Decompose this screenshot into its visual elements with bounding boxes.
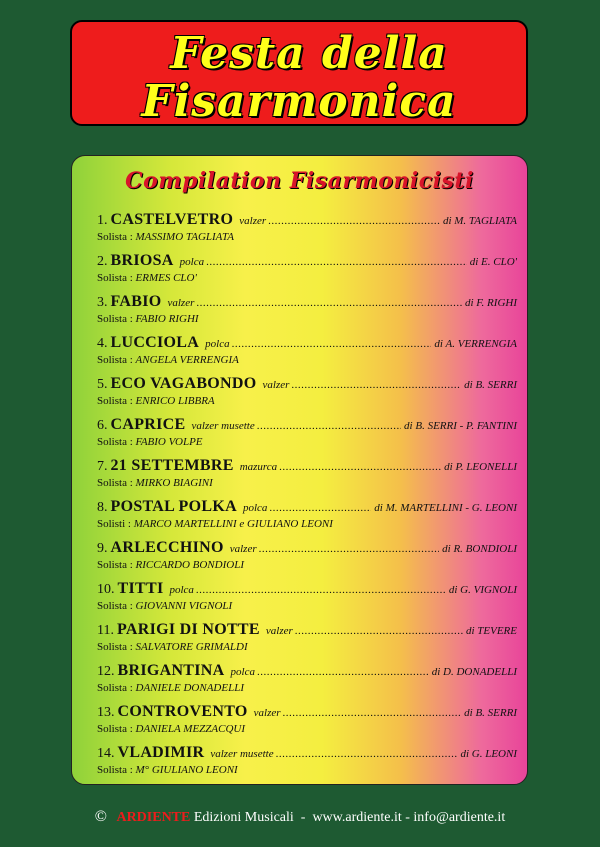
leader-dots xyxy=(291,379,461,391)
track-name: LUCCIOLA xyxy=(110,334,200,351)
track-author: di B. SERRI xyxy=(464,379,517,391)
soloist-name: ENRICO LIBBRA xyxy=(135,395,215,407)
track-title-line xyxy=(97,580,517,600)
track-genre: valzer xyxy=(253,707,281,719)
track-name: CONTROVENTO xyxy=(117,703,248,720)
leader-dots xyxy=(196,584,446,596)
soloist-label: Solista : xyxy=(97,559,133,571)
track-name: CASTELVETRO xyxy=(110,211,234,228)
track-title-line xyxy=(97,211,517,231)
track-soloist xyxy=(97,600,517,612)
track-soloist xyxy=(97,559,517,571)
track-item xyxy=(97,662,517,703)
track-genre: polca xyxy=(179,256,205,268)
leader-dots xyxy=(279,461,441,473)
track-item xyxy=(97,703,517,744)
leader-dots xyxy=(269,502,371,514)
brand-name: ARDIENTE xyxy=(116,810,191,825)
track-number: 3. xyxy=(97,295,108,310)
track-item xyxy=(97,293,517,334)
soloist-label: Solista : xyxy=(97,313,133,325)
soloist-name: GIOVANNI VIGNOLI xyxy=(135,600,233,612)
leader-dots xyxy=(257,420,401,432)
soloist-name: DANIELE DONADELLI xyxy=(135,682,244,694)
track-soloist xyxy=(97,395,517,407)
track-genre: valzer xyxy=(262,379,290,391)
track-genre: valzer xyxy=(239,215,267,227)
track-soloist xyxy=(97,723,517,735)
track-number: 13. xyxy=(97,705,115,720)
footer xyxy=(0,808,600,826)
track-name: BRIOSA xyxy=(110,252,174,269)
track-title-line xyxy=(97,539,517,559)
track-number: 5. xyxy=(97,377,108,392)
track-genre: valzer musette xyxy=(210,748,274,760)
copyright-symbol: © xyxy=(94,808,107,825)
track-author: di P. LEONELLI xyxy=(444,461,517,473)
track-name: BRIGANTINA xyxy=(117,662,225,679)
track-number: 14. xyxy=(97,746,115,761)
leader-dots xyxy=(259,543,440,555)
track-list xyxy=(97,211,517,785)
track-genre: mazurca xyxy=(239,461,278,473)
track-name: 21 SETTEMBRE xyxy=(110,457,234,474)
track-genre: valzer xyxy=(265,625,293,637)
track-genre: polca xyxy=(169,584,194,596)
track-item xyxy=(97,375,517,416)
track-author: di M. TAGLIATA xyxy=(442,215,517,227)
track-author: di G. LEONI xyxy=(460,748,517,760)
track-number: 10. xyxy=(97,582,115,597)
leader-dots xyxy=(295,625,463,637)
track-item xyxy=(97,498,517,539)
track-genre: valzer xyxy=(229,543,257,555)
track-name: PARIGI DI NOTTE xyxy=(116,621,260,638)
leader-dots xyxy=(276,748,458,760)
track-item xyxy=(97,539,517,580)
track-author: di G. VIGNOLI xyxy=(448,584,517,596)
track-genre: polca xyxy=(242,502,268,514)
track-name: CAPRICE xyxy=(110,416,186,433)
track-item xyxy=(97,416,517,457)
track-number: 12. xyxy=(97,664,115,679)
track-genre: polca xyxy=(205,338,230,350)
track-number: 9. xyxy=(97,541,108,556)
track-author: di TEVERE xyxy=(465,625,517,637)
leader-dots xyxy=(257,666,429,678)
track-title-line xyxy=(97,416,517,436)
track-soloist xyxy=(97,641,517,653)
soloist-name: SALVATORE GRIMALDI xyxy=(135,641,248,653)
track-title-line xyxy=(97,293,517,313)
track-name: POSTAL POLKA xyxy=(110,498,237,515)
track-author: di F. RIGHI xyxy=(464,297,517,309)
track-number: 2. xyxy=(97,254,108,269)
soloist-label: Solista : xyxy=(97,682,133,694)
soloist-label: Solista : xyxy=(97,272,133,284)
soloist-label: Solista : xyxy=(97,436,133,448)
track-item xyxy=(97,211,517,252)
track-soloist xyxy=(97,272,517,284)
soloist-label: Solista : xyxy=(97,600,133,612)
track-item xyxy=(97,580,517,621)
leader-dots xyxy=(206,256,467,268)
track-title-line xyxy=(97,703,517,723)
title-banner xyxy=(70,20,528,126)
track-number: 8. xyxy=(97,500,108,515)
track-title-line xyxy=(97,621,517,641)
soloist-label: Solista : xyxy=(97,354,133,366)
track-item xyxy=(97,744,517,785)
leader-dots xyxy=(283,707,462,719)
track-author: di R. BONDIOLI xyxy=(442,543,517,555)
track-author: di B. SERRI - P. FANTINI xyxy=(404,420,517,432)
track-genre: valzer xyxy=(167,297,195,309)
soloist-label: Solista : xyxy=(97,641,133,653)
footer-text: Edizioni Musicali - www.ardiente.it - info@ardiente.it xyxy=(193,810,506,825)
soloist-name: DANIELA MEZZACQUI xyxy=(135,723,246,735)
track-soloist xyxy=(97,764,517,776)
title-line-2: Fisarmonica xyxy=(141,76,457,126)
track-genre: polca xyxy=(230,666,255,678)
track-item xyxy=(97,621,517,662)
soloist-label: Solista : xyxy=(97,477,133,489)
soloist-name: ANGELA VERRENGIA xyxy=(135,354,239,366)
soloist-name: FABIO RIGHI xyxy=(135,313,199,325)
track-title-line xyxy=(97,252,517,272)
track-soloist xyxy=(97,313,517,325)
track-item xyxy=(97,252,517,293)
track-title-line xyxy=(97,744,517,764)
soloist-name: FABIO VOLPE xyxy=(135,436,203,448)
track-soloist xyxy=(97,682,517,694)
soloist-name: RICCARDO BONDIOLI xyxy=(135,559,244,571)
track-number: 7. xyxy=(97,459,108,474)
track-item xyxy=(97,334,517,375)
track-soloist xyxy=(97,477,517,489)
soloist-name: MIRKO BIAGINI xyxy=(135,477,213,489)
track-title-line xyxy=(97,662,517,682)
track-soloist xyxy=(97,231,517,243)
track-title-line xyxy=(97,334,517,354)
leader-dots xyxy=(232,338,432,350)
track-number: 6. xyxy=(97,418,108,433)
track-number: 11. xyxy=(97,623,114,638)
track-author: di E. CLO' xyxy=(469,256,517,268)
track-title-line xyxy=(97,375,517,395)
soloist-name: ERMES CLO' xyxy=(135,272,197,284)
track-title-line xyxy=(97,498,517,518)
track-number: 1. xyxy=(97,213,108,228)
soloist-name: MARCO MARTELLINI e GIULIANO LEONI xyxy=(133,518,333,530)
track-author: di D. DONADELLI xyxy=(431,666,517,678)
track-name: FABIO xyxy=(110,293,162,310)
track-name: TITTI xyxy=(117,580,164,597)
track-author: di A. VERRENGIA xyxy=(434,338,517,350)
track-author: di B. SERRI xyxy=(464,707,517,719)
track-name: ARLECCHINO xyxy=(110,539,224,556)
soloist-name: M° GIULIANO LEONI xyxy=(135,764,238,776)
track-title-line xyxy=(97,457,517,477)
track-genre: valzer musette xyxy=(191,420,255,432)
soloist-label: Solista : xyxy=(97,723,133,735)
soloist-label: Solista : xyxy=(97,764,133,776)
track-list-panel xyxy=(71,155,528,785)
track-name: VLADIMIR xyxy=(117,744,205,761)
title-line-1: Festa della xyxy=(170,28,448,79)
track-soloist xyxy=(97,354,517,366)
track-soloist xyxy=(97,436,517,448)
soloist-label: Solista : xyxy=(97,395,133,407)
track-name: ECO VAGABONDO xyxy=(110,375,257,392)
soloist-label: Solista : xyxy=(97,231,133,243)
compilation-subtitle: Compilation Fisarmonicisti xyxy=(125,168,474,194)
track-number: 4. xyxy=(97,336,108,351)
soloist-label: Solisti : xyxy=(97,518,131,530)
leader-dots xyxy=(268,215,440,227)
soloist-name: MASSIMO TAGLIATA xyxy=(135,231,234,243)
track-author: di M. MARTELLINI - G. LEONI xyxy=(374,502,517,514)
leader-dots xyxy=(196,297,462,309)
track-item xyxy=(97,457,517,498)
track-soloist xyxy=(97,518,517,530)
